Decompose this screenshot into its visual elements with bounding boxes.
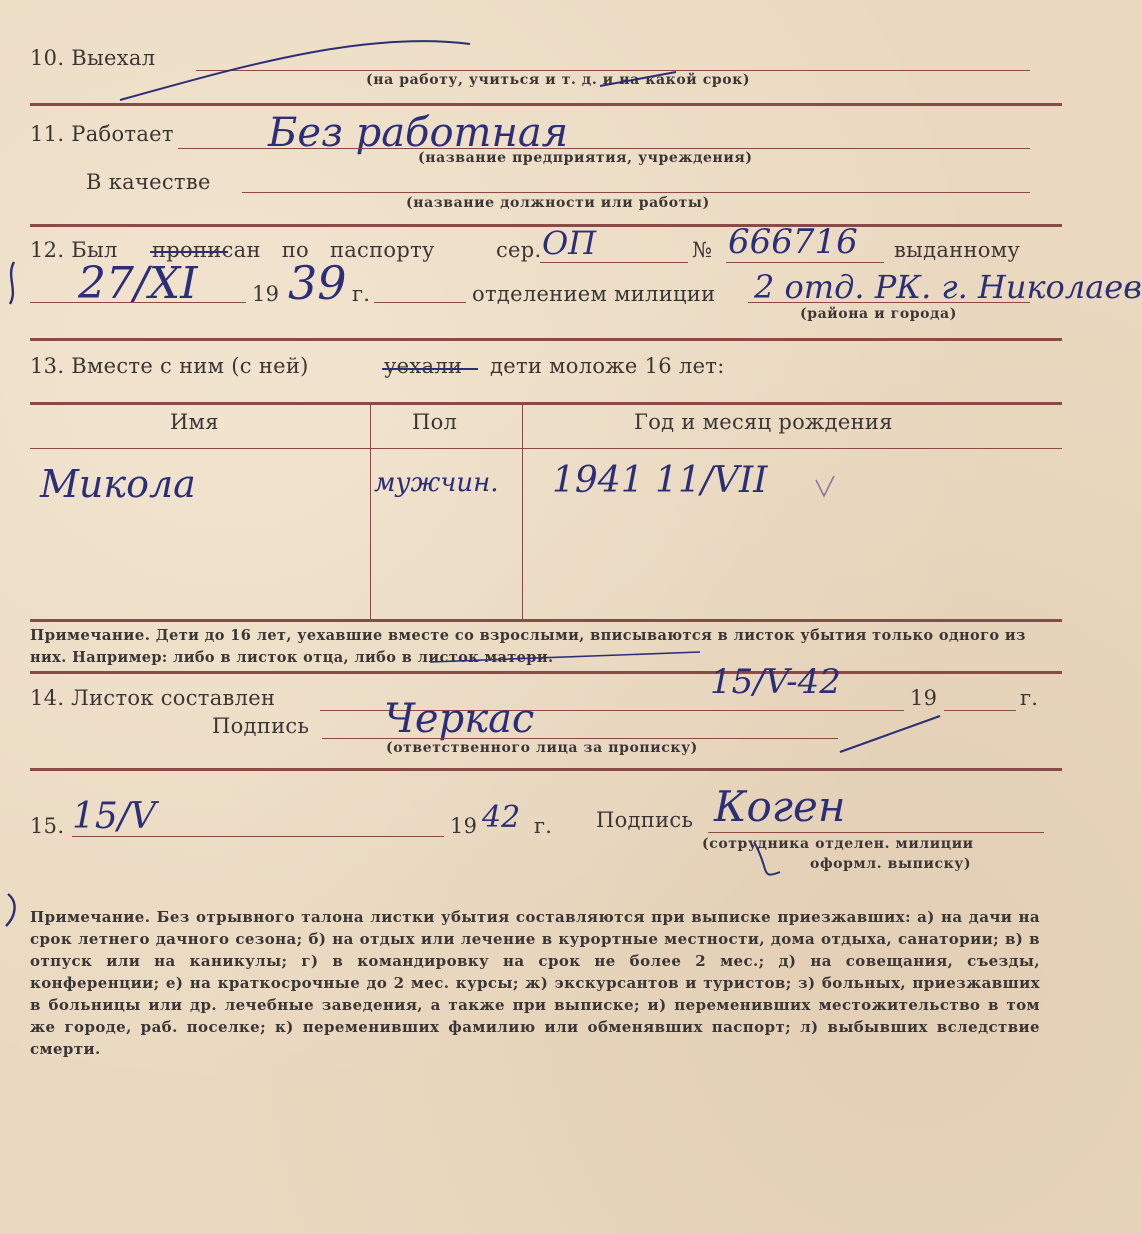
item14-signature-label: Подпись (212, 714, 310, 738)
item12-year-suffix: г. (352, 282, 371, 306)
item12-year-value: 39 (288, 256, 347, 310)
item13-struck-word: уехали (384, 354, 463, 378)
item15-year-value: 42 (482, 800, 521, 835)
item12-police-value: 2 отд. РК. г. Николаев (754, 268, 1142, 306)
item12-date-value: 27/XI (78, 258, 198, 309)
item15-signature: Коген (714, 782, 846, 831)
item14-year-prefix: 19 (910, 686, 938, 710)
item11-hint: (название предприятия, учреждения) (418, 150, 753, 166)
item12-police-label: отделением милиции (472, 282, 716, 306)
crossout-stroke (430, 652, 700, 662)
note-children-text: Дети до 16 лет, уехавшие вместе со взрослыми, вписываются в листок убытия только одного из них. Например: либо в листок отца, либо в листок матери. (30, 627, 1026, 666)
item14-year-suffix: г. (1020, 686, 1039, 710)
item15-year-suffix: г. (534, 814, 553, 838)
item12-series-label: сер. (496, 238, 542, 262)
table-header-birth: Год и месяц рождения (634, 410, 893, 434)
item12-label-prefix: 12. Был (30, 238, 118, 262)
item13-label: 13. Вместе с ним (с ней) (30, 354, 309, 378)
margin-mark (10, 262, 14, 304)
item15-hint-line2: оформл. выписку) (810, 856, 972, 872)
flourish-stroke (840, 716, 940, 752)
checkmark-icon (816, 476, 834, 496)
item14-signature: Черкас (384, 696, 535, 742)
note-exceptions-text: Без отрывного талона листки убытия составляются при выписке приезжавших: а) на дачи на срок летнего дачного сезона; б) на отдых или лечение в курортные местности, дома отдыха, санатории; в) в отпуск или на каникулы; г) в командировку на срок не более 2 мес.; д) на совещания, съезды, конференции; е) на краткосрочные до 2 мес. курсы; ж) экскурсантов и туристов; з) больных, приезжавших в больницы или др. лечебные заведения, а также при выписке; и) переменивших местожительство в том же городе, раб. поселке; к) переменивших фамилию или обменявших паспорт; л) выбывших вследствие смерти. (30, 908, 1040, 1058)
item12-issued-label: выданному (894, 238, 1021, 262)
note-exceptions-title: Примечание. (30, 908, 151, 926)
item15-year-prefix: 19 (450, 814, 478, 838)
item12-number-value: 666716 (728, 222, 858, 262)
item14-label: 14. Листок составлен (30, 686, 276, 710)
item15-hint-line1: (сотрудника отделен. милиции (702, 836, 974, 852)
table-header-sex: Пол (412, 410, 458, 434)
item13-label-tail: дети моложе 16 лет: (490, 354, 725, 378)
item15-signature-label: Подпись (596, 808, 694, 832)
crossout-stroke (120, 41, 470, 100)
item10-label: 10. Выехал (30, 46, 156, 70)
table-row-name: Микола (40, 462, 196, 506)
item15-label: 15. (30, 814, 65, 838)
flourish-stroke (754, 842, 780, 875)
crossout-stroke (600, 72, 676, 86)
item14-date-value: 15/V-42 (710, 662, 841, 702)
item11-label: 11. Работает (30, 122, 174, 146)
table-row-birth: 1941 11/VII (552, 460, 768, 501)
item14-signature-hint: (ответственного лица за прописку) (386, 740, 698, 756)
item12-police-hint: (района и города) (800, 306, 957, 322)
item15-date-value: 15/V (72, 796, 156, 837)
item11-position-hint: (название должности или работы) (406, 195, 710, 211)
item12-series-value: ОП (542, 224, 597, 262)
item11-value: Без работная (268, 110, 569, 156)
item11-position-label: В качестве (86, 170, 211, 194)
margin-mark (6, 894, 15, 926)
item12-year-prefix: 19 (252, 282, 280, 306)
table-row-sex: мужчин. (374, 468, 499, 498)
table-header-name: Имя (170, 410, 219, 434)
item10-hint: (на работу, учиться и т. д. и на какой срок) (366, 72, 751, 88)
item12-label: прописан по паспорту (152, 238, 435, 262)
item12-number-label: № (692, 238, 713, 262)
note-children-title: Примечание. (30, 626, 151, 644)
